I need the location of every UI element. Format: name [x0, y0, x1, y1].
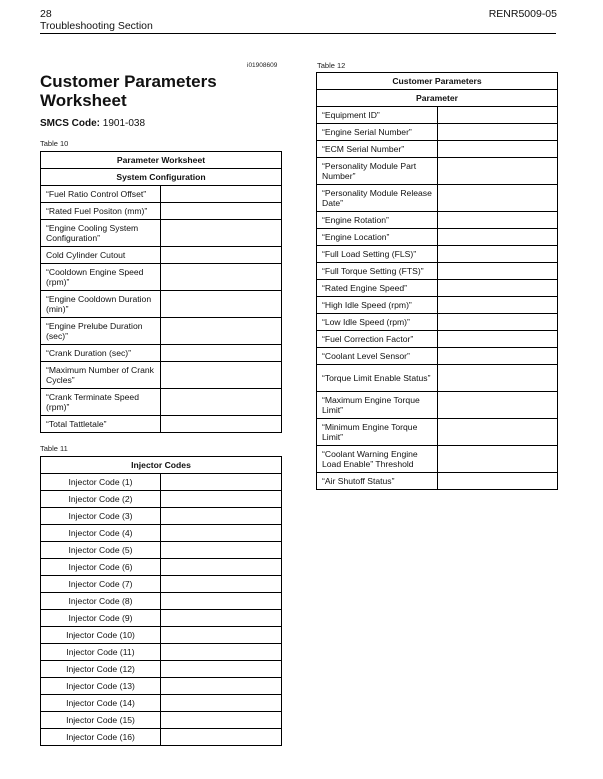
row-label: “Cooldown Engine Speed (rpm)” [41, 264, 161, 291]
header-divider [40, 33, 556, 34]
row-value-field[interactable] [161, 695, 282, 712]
table-row [41, 712, 282, 729]
row-value-field[interactable] [161, 389, 282, 416]
row-value-field[interactable] [161, 661, 282, 678]
page-number: 28 [40, 8, 52, 20]
row-value-field[interactable] [438, 246, 558, 263]
smcs-label: SMCS Code: [40, 118, 100, 129]
row-label: “Minimum Engine Torque Limit” [317, 419, 438, 446]
row-value-field[interactable] [438, 473, 558, 490]
row-value-field[interactable] [161, 345, 282, 362]
row-value-field[interactable] [438, 419, 558, 446]
row-value-field[interactable] [161, 712, 282, 729]
row-value-field[interactable] [161, 525, 282, 542]
row-label: Injector Code (4) [41, 525, 161, 542]
row-label: Injector Code (10) [41, 627, 161, 644]
row-value-field[interactable] [161, 610, 282, 627]
row-label: “Engine Serial Number” [317, 124, 438, 141]
table-row [41, 203, 282, 220]
row-label: “ECM Serial Number” [317, 141, 438, 158]
table-row [41, 644, 282, 661]
row-value-field[interactable] [161, 362, 282, 389]
table-row [41, 593, 282, 610]
row-label: “Rated Fuel Positon (mm)” [41, 203, 161, 220]
row-label: “Engine Rotation” [317, 212, 438, 229]
row-value-field[interactable] [161, 291, 282, 318]
table12-body [317, 107, 558, 490]
row-value-field[interactable] [161, 220, 282, 247]
table-row [317, 185, 558, 212]
table-row [317, 212, 558, 229]
row-label: Injector Code (3) [41, 508, 161, 525]
table10-caption: Table 10 [40, 139, 69, 148]
row-value-field[interactable] [438, 314, 558, 331]
row-value-field[interactable] [161, 318, 282, 345]
table-row [41, 695, 282, 712]
table-row [41, 627, 282, 644]
table-row [317, 107, 558, 124]
row-value-field[interactable] [438, 280, 558, 297]
row-label: “Full Load Setting (FLS)” [317, 246, 438, 263]
row-label: Injector Code (13) [41, 678, 161, 695]
table-row [41, 291, 282, 318]
table-row [317, 263, 558, 280]
row-label: “Personality Module Part Number” [317, 158, 438, 185]
table-row [317, 124, 558, 141]
table11-header: Injector Codes [41, 457, 282, 474]
table-row [41, 416, 282, 433]
table-row [317, 280, 558, 297]
table-row [317, 473, 558, 490]
row-value-field[interactable] [438, 331, 558, 348]
table-row [41, 247, 282, 264]
row-value-field[interactable] [161, 542, 282, 559]
row-label: “Crank Duration (sec)” [41, 345, 161, 362]
row-value-field[interactable] [438, 229, 558, 246]
table-row [41, 559, 282, 576]
row-label: “Total Tattletale” [41, 416, 161, 433]
table-row [41, 345, 282, 362]
table-row [41, 318, 282, 345]
table10-subheader: System Configuration [41, 169, 282, 186]
table-row [41, 220, 282, 247]
row-value-field[interactable] [438, 107, 558, 124]
document-id: RENR5009-05 [488, 8, 557, 20]
table-row [41, 525, 282, 542]
row-label: “Engine Location” [317, 229, 438, 246]
section-title: Troubleshooting Section [40, 20, 153, 32]
row-value-field[interactable] [161, 729, 282, 746]
smcs-value: 1901-038 [102, 118, 146, 129]
table-row [41, 542, 282, 559]
row-label: “Crank Terminate Speed (rpm)” [41, 389, 161, 416]
row-label: Injector Code (7) [41, 576, 161, 593]
table-row [41, 389, 282, 416]
row-label: “Air Shutoff Status” [317, 473, 438, 490]
row-value-field[interactable] [438, 124, 558, 141]
row-value-field[interactable] [161, 627, 282, 644]
row-label: Injector Code (12) [41, 661, 161, 678]
row-value-field[interactable] [438, 348, 558, 365]
row-label: “Torque Limit Enable Status” [317, 365, 438, 392]
row-label: “Maximum Number of Crank Cycles” [41, 362, 161, 389]
table-row [317, 392, 558, 419]
row-value-field[interactable] [161, 247, 282, 264]
customer-parameters-table [316, 72, 558, 490]
row-label: Injector Code (5) [41, 542, 161, 559]
row-label: Injector Code (1) [41, 474, 161, 491]
row-label: “Engine Cooling System Configuration” [41, 220, 161, 247]
row-label: Injector Code (16) [41, 729, 161, 746]
table-row [41, 474, 282, 491]
row-value-field[interactable] [438, 446, 558, 473]
table-row [41, 610, 282, 627]
table-row [317, 331, 558, 348]
row-value-field[interactable] [161, 416, 282, 433]
table-row [317, 419, 558, 446]
table-row [317, 314, 558, 331]
row-label: Injector Code (2) [41, 491, 161, 508]
row-value-field[interactable] [161, 678, 282, 695]
row-value-field[interactable] [161, 203, 282, 220]
row-value-field[interactable] [438, 158, 558, 185]
table-row [317, 141, 558, 158]
row-value-field[interactable] [161, 559, 282, 576]
row-value-field[interactable] [438, 297, 558, 314]
table-row [41, 186, 282, 203]
row-value-field[interactable] [161, 491, 282, 508]
table-row [317, 446, 558, 473]
table10-body [41, 186, 282, 433]
row-value-field[interactable] [161, 474, 282, 491]
table12-caption: Table 12 [317, 61, 346, 70]
row-value-field[interactable] [161, 186, 282, 203]
row-value-field[interactable] [161, 593, 282, 610]
row-value-field[interactable] [161, 644, 282, 661]
row-label: “Equipment ID” [317, 107, 438, 124]
table-row [41, 362, 282, 389]
row-label: “Fuel Correction Factor” [317, 331, 438, 348]
table-row [41, 491, 282, 508]
row-label: Injector Code (14) [41, 695, 161, 712]
table12-header: Customer Parameters [317, 73, 558, 90]
row-value-field[interactable] [438, 141, 558, 158]
row-label: “High Idle Speed (rpm)” [317, 297, 438, 314]
smcs-code [40, 118, 145, 129]
row-label: Injector Code (11) [41, 644, 161, 661]
row-label: “Low Idle Speed (rpm)” [317, 314, 438, 331]
page-title: Customer Parameters Worksheet [40, 72, 217, 110]
table12-subheader: Parameter [317, 90, 558, 107]
row-label: Cold Cylinder Cutout [41, 247, 161, 264]
row-label: Injector Code (9) [41, 610, 161, 627]
table-row [41, 729, 282, 746]
row-label: “Rated Engine Speed” [317, 280, 438, 297]
row-label: “Full Torque Setting (FTS)” [317, 263, 438, 280]
table-row [41, 508, 282, 525]
row-label: “Coolant Warning Engine Load Enable” Threshold [317, 446, 438, 473]
table-row [317, 348, 558, 365]
table-row [317, 297, 558, 314]
row-value-field[interactable] [438, 185, 558, 212]
table10-header: Parameter Worksheet [41, 152, 282, 169]
table11-caption: Table 11 [40, 444, 68, 453]
row-label: “Engine Cooldown Duration (min)” [41, 291, 161, 318]
table-row [41, 264, 282, 291]
table-row [317, 246, 558, 263]
table-row [41, 576, 282, 593]
row-label: “Fuel Ratio Control Offset” [41, 186, 161, 203]
image-reference: i01908609 [247, 62, 278, 69]
row-label: Injector Code (15) [41, 712, 161, 729]
row-label: “Engine Prelube Duration (sec)” [41, 318, 161, 345]
table-row [317, 365, 558, 392]
parameter-worksheet-table [40, 151, 282, 433]
row-value-field[interactable] [438, 263, 558, 280]
row-label: “Maximum Engine Torque Limit” [317, 392, 438, 419]
row-value-field[interactable] [161, 264, 282, 291]
table-row [41, 678, 282, 695]
table11-body [41, 474, 282, 746]
row-value-field[interactable] [438, 212, 558, 229]
row-label: Injector Code (8) [41, 593, 161, 610]
row-value-field[interactable] [438, 365, 558, 392]
row-value-field[interactable] [161, 576, 282, 593]
table-row [317, 158, 558, 185]
table-row [41, 661, 282, 678]
row-label: “Personality Module Release Date” [317, 185, 438, 212]
row-label: “Coolant Level Sensor” [317, 348, 438, 365]
row-label: Injector Code (6) [41, 559, 161, 576]
row-value-field[interactable] [438, 392, 558, 419]
table-row [317, 229, 558, 246]
injector-codes-table [40, 456, 282, 746]
row-value-field[interactable] [161, 508, 282, 525]
